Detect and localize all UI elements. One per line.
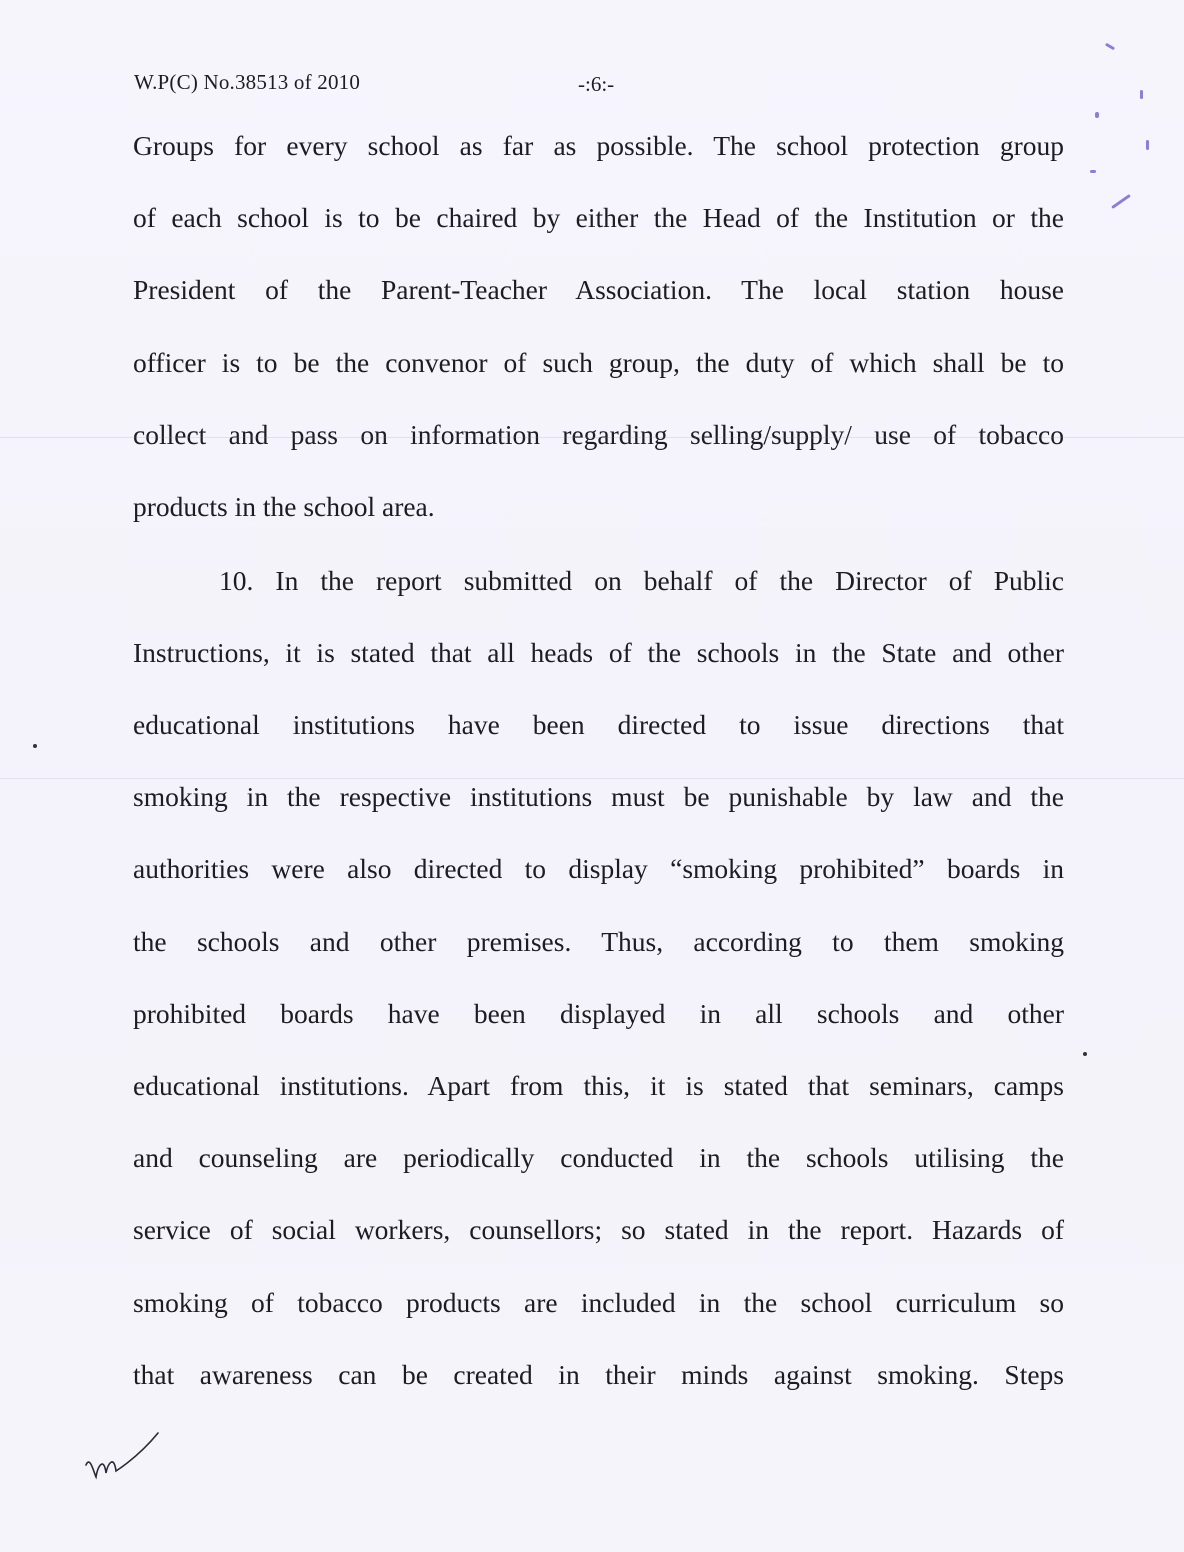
page-number: -:6:- [578,72,615,96]
handwritten-initials-icon [80,1425,170,1495]
scan-speck [33,744,37,748]
stamp-mark [1090,170,1096,173]
scan-artifact-line [0,778,1184,779]
stamp-mark [1105,43,1115,51]
body-line-18: that awareness can be created in their minds against smoking. Steps [133,1359,1064,1390]
body-line-12: the schools and other premises. Thus, according to them smoking [133,926,1064,957]
body-line-11: authorities were also directed to display “smoking prohibited” boards in [133,853,1064,884]
body-line-2: of each school is to be chaired by either the Head of the Institution or the [133,202,1064,233]
body-line-17: smoking of tobacco products are included in the school curriculum so [133,1287,1064,1318]
case-number-header: W.P(C) No.38513 of 2010 [134,70,361,94]
scan-artifact-line [0,437,1184,438]
body-line-1: Groups for every school as far as possible. The school protection group [133,130,1064,161]
paragraph-10-line-1: 10. In the report submitted on behalf of the Director of Public [219,565,1064,596]
body-line-16: service of social workers, counsellors; so stated in the report. Hazards of [133,1214,1064,1245]
body-line-5: collect and pass on information regarding selling/supply/ use of tobacco [133,419,1064,450]
stamp-mark [1146,140,1149,150]
body-line-10: smoking in the respective institutions must be punishable by law and the [133,781,1064,812]
scan-speck [1083,1052,1087,1056]
body-line-14: educational institutions. Apart from this, it is stated that seminars, camps [133,1070,1064,1101]
body-line-4: officer is to be the convenor of such group, the duty of which shall be to [133,347,1064,378]
body-line-3: President of the Parent-Teacher Association. The local station house [133,274,1064,305]
stamp-mark [1140,90,1143,99]
body-line-8: Instructions, it is stated that all heads of the schools in the State and other [133,637,1064,668]
body-line-13: prohibited boards have been displayed in all schools and other [133,998,1064,1029]
stamp-mark [1095,112,1099,118]
body-line-9: educational institutions have been directed to issue directions that [133,709,1064,740]
body-line-6: products in the school area. [133,491,435,522]
body-line-15: and counseling are periodically conducted in the schools utilising the [133,1142,1064,1173]
stamp-mark [1111,194,1131,209]
